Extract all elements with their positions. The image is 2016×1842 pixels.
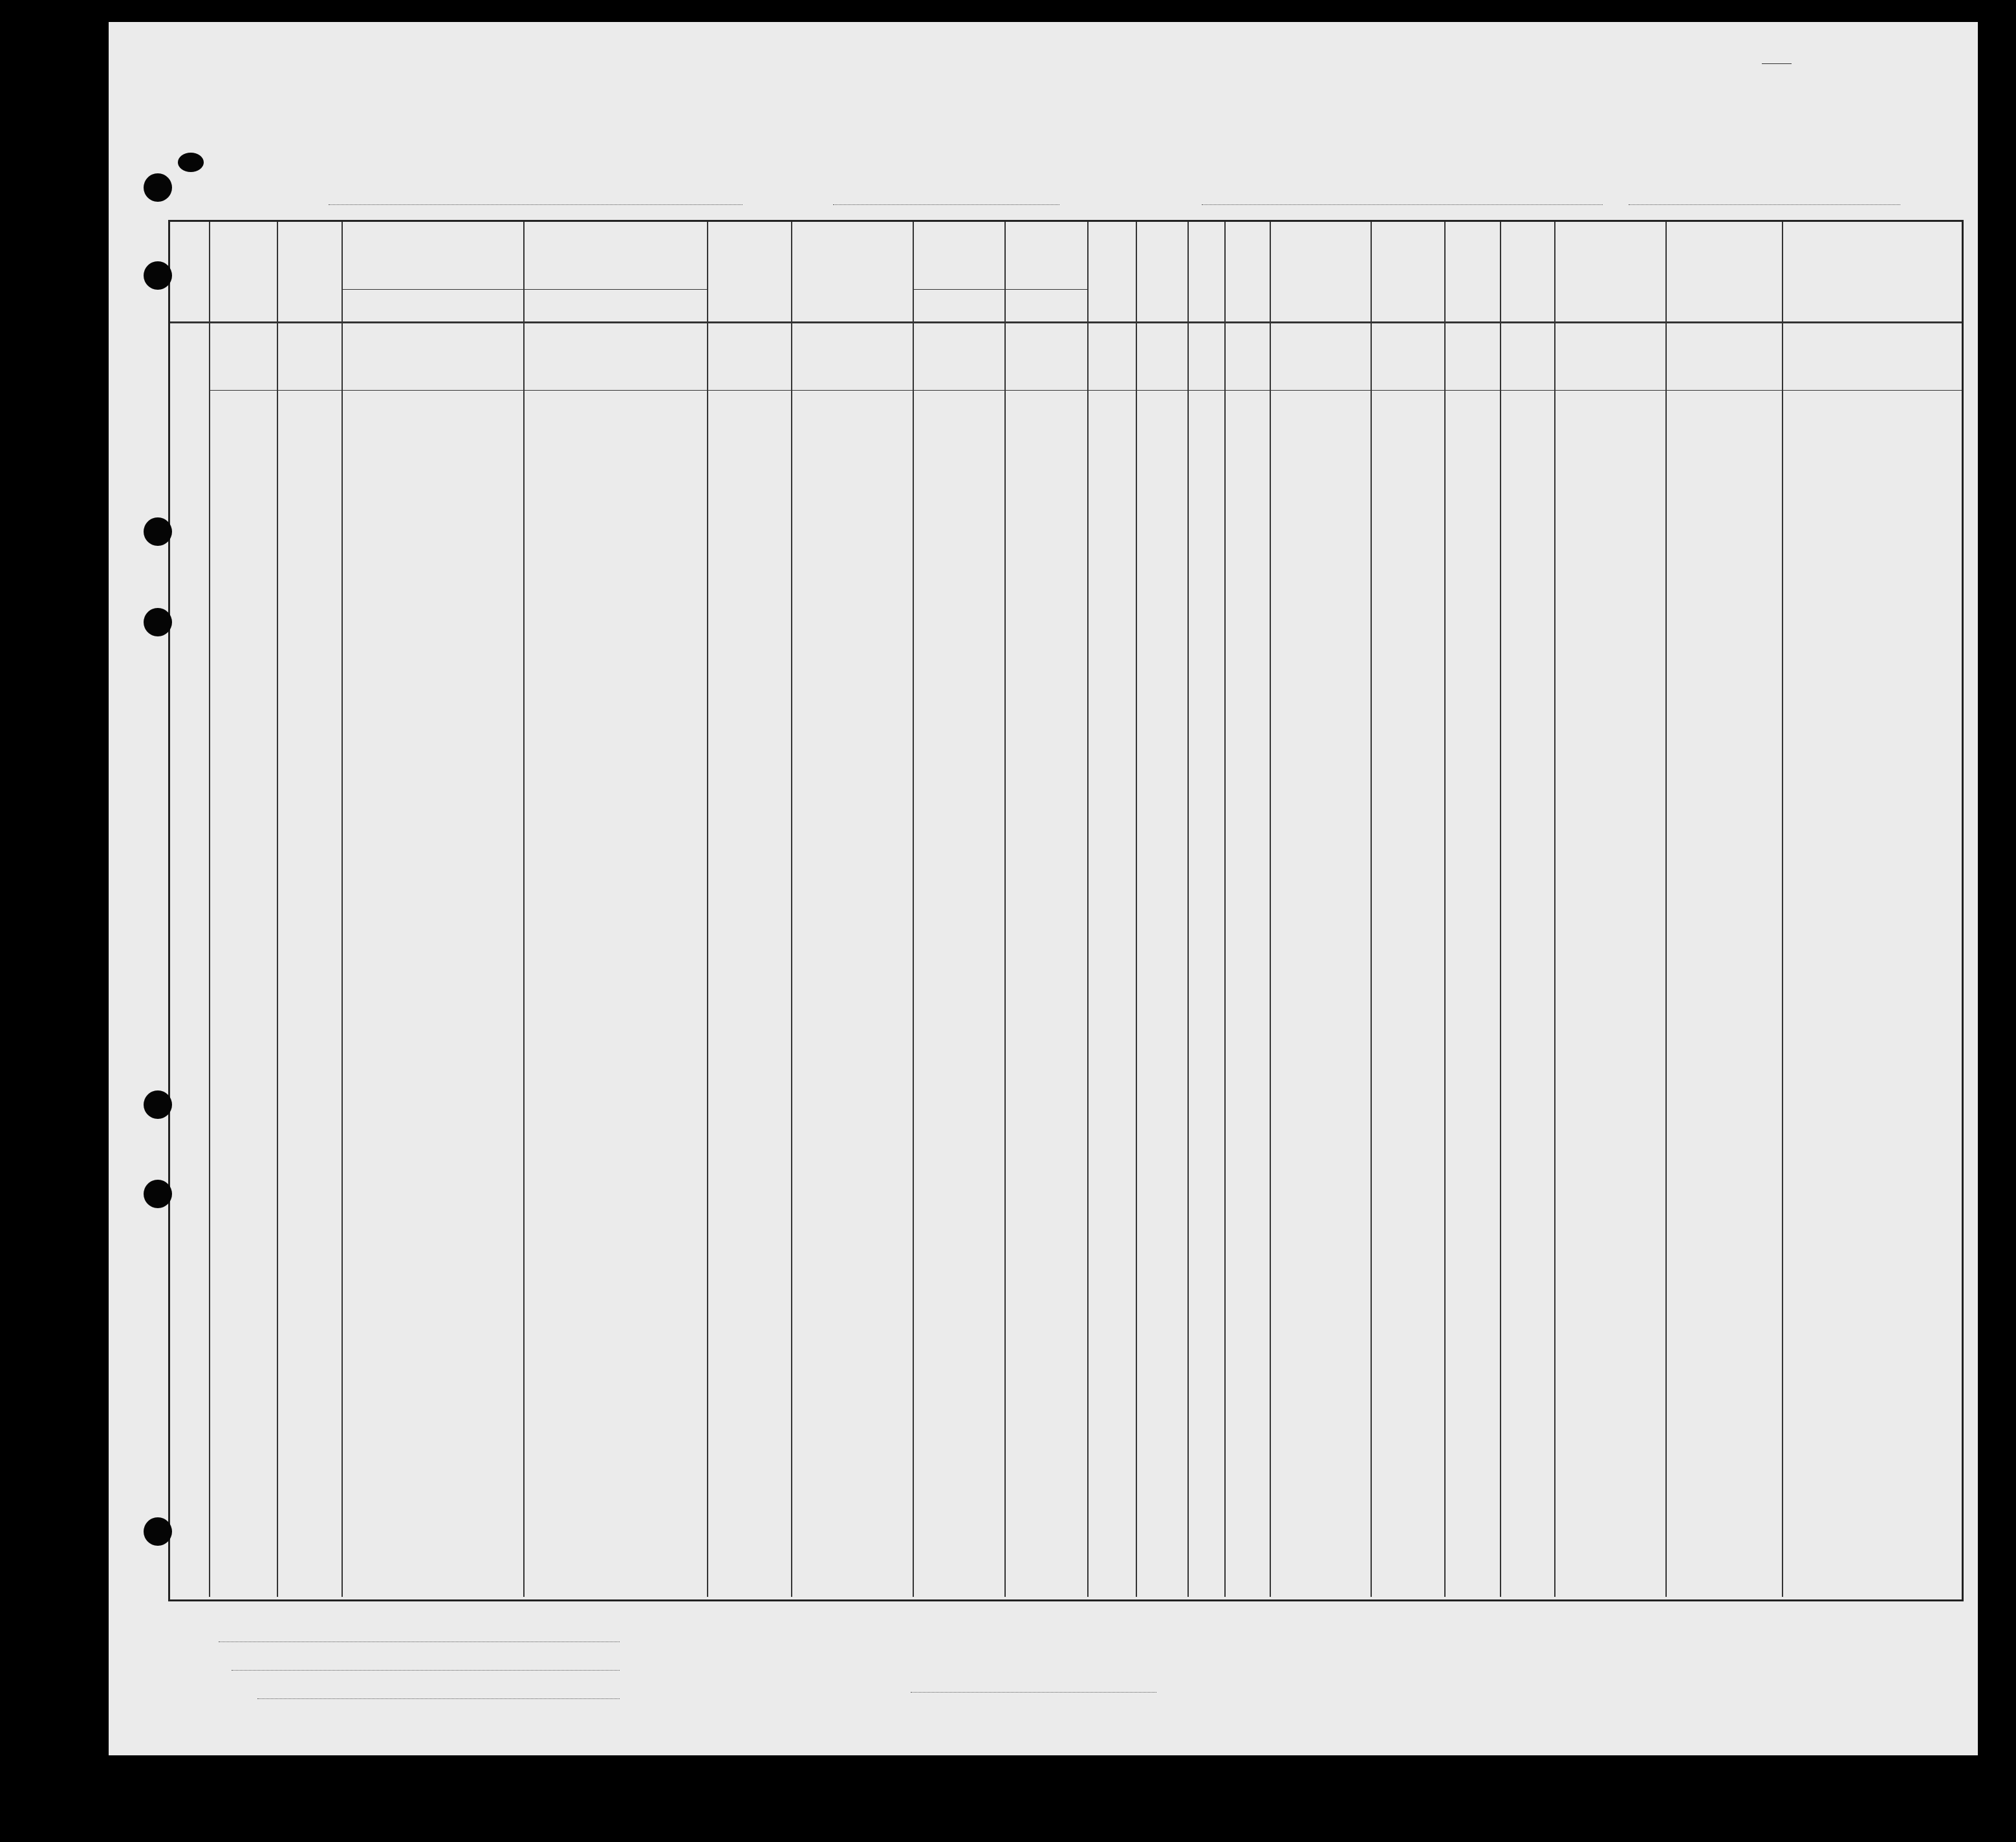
column-rule [341,222,343,1597]
column-rule [1554,222,1555,1597]
sheet-value [1762,49,1792,64]
column-rule [523,222,525,1597]
date-underline [1629,204,1900,205]
punch-hole [178,153,204,172]
arriving-underline [1202,204,1603,205]
column-rule [1500,222,1501,1597]
column-rule [1087,222,1089,1597]
owners-underline [232,1670,620,1671]
punch-hole [144,608,172,636]
column-rule [1004,222,1006,1597]
sheet-number [1762,48,1792,63]
subheader-rule [341,289,707,290]
column-rule [1782,222,1783,1597]
column-rule [209,222,210,1597]
crew-table [168,220,1964,1601]
vessel-underline [329,204,742,205]
punch-hole [144,1517,172,1546]
punch-hole [144,1090,172,1119]
column-rule [913,222,914,1597]
column-rule [1444,222,1446,1597]
agents-underline [257,1698,620,1699]
header-rule [170,321,1962,323]
punch-hole [144,173,172,202]
column-rule [791,222,792,1597]
punch-hole [144,1180,172,1208]
manifest-sheet [109,22,1978,1755]
column-rule [1224,222,1226,1597]
punch-hole [144,261,172,290]
column-rule [1371,222,1372,1597]
row-rule [209,390,1962,391]
sailing-underline [833,204,1059,205]
column-rule [707,222,708,1597]
column-rule [1136,222,1137,1597]
column-rule [1270,222,1271,1597]
column-rule [1665,222,1667,1597]
subheader-rule [913,289,1087,290]
column-rule [1187,222,1189,1597]
inspector-underline [911,1692,1156,1693]
column-rule [277,222,278,1597]
punch-hole [144,517,172,546]
